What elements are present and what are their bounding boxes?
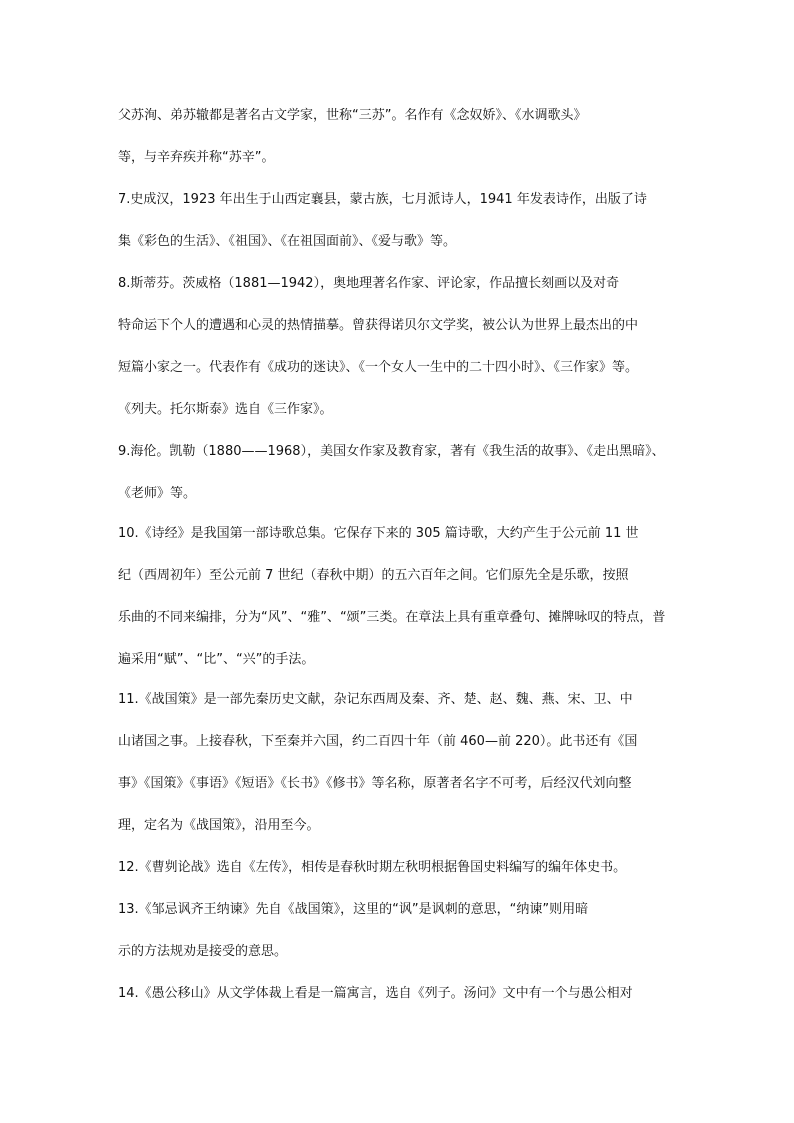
text-line: 示的方法规劝是接受的意思。 — [118, 944, 288, 959]
text-line: 理，定名为《战国策》，沿用至今。 — [118, 818, 320, 833]
text-line: 12.《曹刿论战》选自《左传》，相传是春秋时期左秋明根据鲁国史料编写的编年体史书。 — [118, 860, 627, 875]
text-line: 遍采用“赋”、“比”、“兴”的手法。 — [118, 652, 315, 667]
text-line: 纪（西周初年）至公元前 7 世纪（春秋中期）的五六百年之间。它们原先全是乐歌，按照 — [118, 568, 629, 583]
text-line: 事》《国策》《事语》《短语》《长书》《修书》等名称，原著者名字不可考，后经汉代刘向整 — [118, 776, 632, 791]
text-line: 《列夫。托尔斯泰》选自《三作家》。 — [118, 402, 333, 417]
text-line: 特命运下个人的遭遇和心灵的热情描摹。曾获得诺贝尔文学奖，被公认为世界上最杰出的中 — [118, 318, 639, 333]
text-line: 《老师》等。 — [118, 486, 197, 501]
text-line: 13.《邹忌讽齐王纳谏》先自《战国策》，这里的“讽”是讽刺的意思，“纳谏”则用暗 — [118, 902, 589, 917]
text-line: 9.海伦。凯勒（1880——1968），美国女作家及教育家，著有《我生活的故事》、《走出黑暗》、 — [118, 444, 665, 459]
text-line: 10.《诗经》是我国第一部诗歌总集。它保存下来的 305 篇诗歌，大约产生于公元前 11 世 — [118, 526, 639, 541]
text-line: 山诸国之事。上接春秋，下至秦并六国，约二百四十年（前 460—前 220）。此书还有《国 — [118, 734, 638, 749]
text-line: 11.《战国策》是一部先秦历史文献，杂记东西周及秦、齐、楚、赵、魏、燕、宋、卫、中 — [118, 692, 633, 707]
text-line: 7.史成汉，1923 年出生于山西定襄县，蒙古族，七月派诗人，1941 年发表诗作，出版了诗 — [118, 192, 647, 207]
text-line: 14.《愚公移山》从文学体裁上看是一篇寓言，选自《列子。汤问》文中有一个与愚公相对 — [118, 986, 633, 1001]
text-line: 等，与辛弃疾并称“苏辛”。 — [118, 150, 275, 165]
text-line: 乐曲的不同来编排，分为“风”、“雅”、“颂”三类。在章法上具有重章叠句、摊牌咏叹的特点，普 — [118, 610, 666, 625]
text-line: 父苏洵、弟苏辙都是著名古文学家，世称“三苏”。名作有《念奴娇》、《水调歌头》 — [118, 108, 587, 123]
text-line: 集《彩色的生活》、《祖国》、《在祖国面前》、《爱与歌》等。 — [118, 234, 457, 249]
text-line: 8.斯蒂芬。茨威格（1881—1942），奥地理著名作家、评论家，作品擅长刻画以及对奇 — [118, 276, 620, 291]
text-line: 短篇小家之一。代表作有《成功的迷诀》、《一个女人一生中的二十四小时》、《三作家》等。 — [118, 360, 639, 375]
